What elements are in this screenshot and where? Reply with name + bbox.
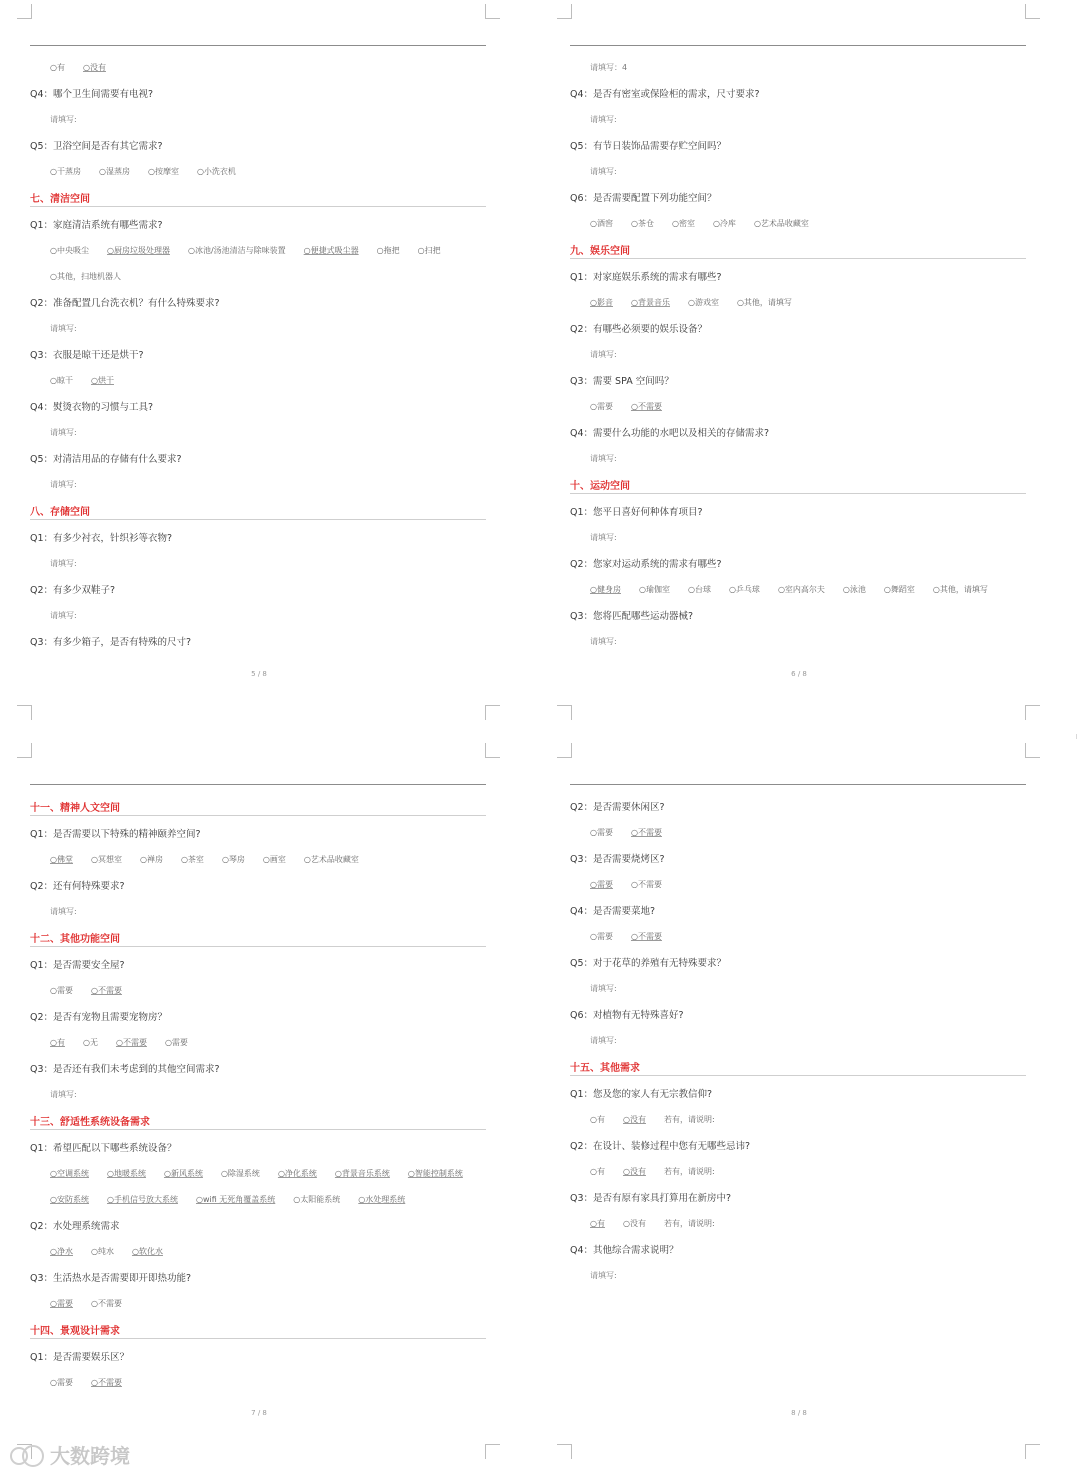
radio-option[interactable]: ○不需要 — [115, 1037, 147, 1047]
question-text: Q1：您及您的家人有无宗教信仰? — [570, 1089, 713, 1100]
page-content — [570, 793, 1026, 1288]
radio-option[interactable]: ○需要 — [50, 985, 73, 995]
radio-option[interactable]: ○不需要 — [630, 879, 662, 889]
watermark-logo-icon — [10, 1445, 44, 1465]
radio-option[interactable]: ○健身房 — [590, 584, 621, 594]
question-text: Q1：您平日喜好何种体育项目? — [570, 507, 703, 518]
watermark-text: 大数跨境 — [50, 1444, 130, 1468]
crop-mark — [17, 705, 32, 720]
radio-option[interactable]: ○需要 — [50, 1298, 73, 1308]
radio-option[interactable]: ○没有 — [82, 62, 106, 72]
question-text: Q6：对植物有无特殊喜好? — [570, 1010, 684, 1021]
option-group — [570, 871, 1026, 897]
option-group — [30, 846, 486, 872]
radio-option[interactable]: ○琴房 — [221, 854, 245, 864]
crop-mark — [485, 4, 500, 19]
question-text: Q3：有多少箱子，是否有特殊的尺寸? — [30, 637, 192, 648]
page-number: 6 / 8 — [791, 670, 807, 678]
option-group — [30, 367, 486, 393]
header-rule — [30, 45, 486, 46]
question-text: Q5：对于花草的养殖有无特殊要求？ — [570, 958, 727, 969]
fill-in-field[interactable]: 请填写: — [50, 323, 77, 333]
radio-option[interactable]: ○茶仓 — [630, 218, 654, 228]
radio-option[interactable]: ○需要 — [590, 879, 613, 889]
radio-option[interactable]: ○没有 — [622, 1166, 646, 1176]
question-text: Q4：需要什么功能的水吧以及相关的存储需求? — [570, 428, 770, 439]
document-page-5 — [0, 0, 538, 734]
page-number: 8 / 8 — [791, 1409, 807, 1417]
question-text: Q2：有哪些必须要的娱乐设备？ — [570, 324, 708, 335]
radio-option[interactable]: ○wifi 无死角覆盖系统 — [195, 1194, 276, 1204]
crop-mark — [557, 705, 572, 720]
radio-option[interactable]: 若有，请说明: — [663, 1166, 715, 1176]
radio-option[interactable]: ○小洗衣机 — [196, 166, 236, 176]
radio-option[interactable]: ○不需要 — [630, 827, 662, 837]
option-group — [30, 237, 486, 263]
radio-option[interactable]: 若有，请说明: — [663, 1114, 715, 1124]
question-text: Q2：准备配置几台洗衣机？有什么特殊要求? — [30, 298, 220, 309]
question-text: Q3：衣服是晾干还是烘干? — [30, 350, 144, 361]
radio-option[interactable]: ○需要 — [50, 1377, 73, 1387]
fill-in-field[interactable]: 请填写: — [590, 1270, 617, 1280]
question-text: Q4：哪个卫生间需要有电视? — [30, 89, 154, 100]
crop-mark — [485, 1444, 500, 1459]
question-text: Q4：其他综合需求说明？ — [570, 1245, 679, 1256]
radio-option[interactable]: ○新风系统 — [163, 1168, 203, 1178]
radio-option[interactable]: ○晾干 — [50, 375, 73, 385]
option-group — [30, 977, 486, 1003]
question-text: Q3：需要 SPA 空间吗？ — [570, 376, 674, 387]
radio-option[interactable]: ○背景音乐系统 — [334, 1168, 390, 1178]
page-number: 5 / 8 — [251, 670, 267, 678]
fill-in-field[interactable]: 请填写: — [50, 427, 77, 437]
radio-option[interactable]: ○需要 — [590, 401, 613, 411]
option-group — [570, 576, 1026, 602]
fill-in-field[interactable]: 请填写: — [50, 610, 77, 620]
radio-option[interactable]: ○厨房垃圾处理器 — [106, 245, 170, 255]
radio-option[interactable]: ○地暖系统 — [106, 1168, 146, 1178]
option-group — [30, 1029, 486, 1055]
option-group — [30, 158, 486, 184]
radio-option[interactable]: ○除湿系统 — [220, 1168, 260, 1178]
radio-option[interactable]: 若有，请说明: — [663, 1218, 715, 1228]
crop-mark — [557, 4, 572, 19]
radio-option[interactable]: ○需要 — [590, 827, 613, 837]
header-rule — [570, 45, 1026, 46]
option-group — [30, 54, 486, 80]
radio-option[interactable]: ○密室 — [671, 218, 695, 228]
radio-option[interactable]: ○拖把 — [376, 245, 400, 255]
radio-option[interactable]: ○没有 — [622, 1218, 646, 1228]
radio-option[interactable]: ○冷库 — [712, 218, 736, 228]
page-number: 7 / 8 — [251, 1409, 267, 1417]
question-text: Q4：是否需要菜地? — [570, 906, 656, 917]
header-rule — [30, 784, 486, 785]
fill-in-field[interactable]: 请填写: — [590, 349, 617, 359]
question-text: Q3：是否还有我们未考虑到的其他空间需求? — [30, 1064, 220, 1075]
radio-option[interactable]: ○水处理系统 — [358, 1194, 406, 1204]
radio-option[interactable]: ○背景音乐 — [630, 297, 670, 307]
option-group — [30, 263, 486, 289]
fill-in-field[interactable]: 请填写：4 — [590, 62, 628, 72]
question-text: Q4：熨烫衣物的习惯与工具? — [30, 402, 154, 413]
radio-option[interactable]: ○泳池 — [842, 584, 866, 594]
radio-option[interactable]: ○按摩室 — [147, 166, 179, 176]
option-group — [30, 1238, 486, 1264]
question-text: Q2：在设计、装修过程中您有无哪些忌讳? — [570, 1141, 751, 1152]
crop-mark — [485, 705, 500, 720]
radio-option[interactable]: ○其他，请填写 — [932, 584, 988, 594]
document-page-6 — [540, 0, 1078, 734]
radio-option[interactable]: ○有 — [590, 1166, 605, 1176]
question-text: Q2：您家对运动系统的需求有哪些? — [570, 559, 722, 570]
radio-option[interactable]: ○有 — [590, 1114, 605, 1124]
question-text: Q1：有多少衬衣，针织衫等衣物? — [30, 533, 173, 544]
question-text: Q6：是否需要配置下列功能空间？ — [570, 193, 717, 204]
question-text: Q4：是否有密室或保险柜的需求，尺寸要求? — [570, 89, 760, 100]
radio-option[interactable]: ○净化系统 — [277, 1168, 317, 1178]
crop-mark — [485, 743, 500, 758]
radio-option[interactable]: ○乒乓球 — [728, 584, 760, 594]
radio-option[interactable]: ○酒窖 — [590, 218, 613, 228]
question-text: Q2：是否需要休闲区? — [570, 802, 665, 813]
radio-option[interactable]: ○冥想室 — [90, 854, 122, 864]
question-text: Q1：是否需要娱乐区？ — [30, 1352, 130, 1363]
fill-in-field[interactable]: 请填写: — [50, 1089, 77, 1099]
option-group — [570, 1158, 1026, 1184]
radio-option[interactable]: ○手机信号放大系统 — [106, 1194, 178, 1204]
question-text: Q1：是否需要安全屋? — [30, 960, 125, 971]
radio-option[interactable]: ○无 — [82, 1037, 98, 1047]
radio-option[interactable]: ○扫把 — [417, 245, 441, 255]
question-text: Q2：有多少双鞋子? — [30, 585, 116, 596]
radio-option[interactable]: ○不需要 — [90, 1377, 122, 1387]
radio-option[interactable]: ○湿蒸房 — [98, 166, 130, 176]
crop-mark — [1025, 705, 1040, 720]
option-group — [570, 289, 1026, 315]
fill-in-field[interactable]: 请填写: — [590, 1035, 617, 1045]
radio-option[interactable]: ○画室 — [262, 854, 286, 864]
section-heading: 十二、其他功能空间 — [30, 928, 486, 947]
question-text: Q5：有节日装饰品需要存贮空间吗？ — [570, 141, 727, 152]
question-text: Q1：希望匹配以下哪些系统设备？ — [30, 1143, 177, 1154]
fill-in-field[interactable]: 请填写: — [590, 636, 617, 646]
question-text: Q1：对家庭娱乐系统的需求有哪些? — [570, 272, 722, 283]
radio-option[interactable]: ○安防系统 — [50, 1194, 89, 1204]
radio-option[interactable]: ○干蒸房 — [50, 166, 81, 176]
crop-mark — [557, 743, 572, 758]
radio-option[interactable]: ○纯水 — [90, 1246, 114, 1256]
option-group — [30, 1369, 486, 1395]
radio-option[interactable]: ○游戏室 — [687, 297, 719, 307]
question-text: Q2：还有何特殊要求? — [30, 881, 125, 892]
question-text: Q1：家庭清洁系统有哪些需求? — [30, 220, 163, 231]
fill-in-field[interactable]: 请填写: — [50, 479, 77, 489]
radio-option[interactable]: ○不需要 — [630, 401, 662, 411]
section-heading: 八、存储空间 — [30, 501, 486, 520]
section-heading: 十四、景观设计需求 — [30, 1320, 486, 1339]
crop-mark — [17, 4, 32, 19]
radio-option[interactable]: ○有 — [50, 62, 65, 72]
radio-option[interactable]: ○舞蹈室 — [883, 584, 915, 594]
option-group — [30, 1160, 486, 1186]
radio-option[interactable]: ○瑜伽室 — [638, 584, 670, 594]
fill-in-field[interactable]: 请填写: — [590, 114, 617, 124]
crop-mark — [557, 1444, 572, 1459]
radio-option[interactable]: ○需要 — [590, 931, 613, 941]
document-page-8 — [540, 739, 1078, 1473]
option-group — [570, 819, 1026, 845]
radio-option[interactable]: ○其他，请填写 — [736, 297, 792, 307]
crop-mark — [17, 743, 32, 758]
crop-mark — [1025, 1444, 1040, 1459]
question-text: Q3：生活热水是否需要即开即热功能? — [30, 1273, 192, 1284]
question-text: Q1：是否需要以下特殊的精神颐养空间? — [30, 829, 201, 840]
radio-option[interactable]: ○艺术品收藏室 — [303, 854, 359, 864]
radio-option[interactable]: ○有 — [590, 1218, 605, 1228]
radio-option[interactable]: ○艺术品收藏室 — [753, 218, 809, 228]
radio-option[interactable]: ○空调系统 — [50, 1168, 89, 1178]
question-text: Q5：对清洁用品的存储有什么要求? — [30, 454, 182, 465]
radio-option[interactable]: ○净水 — [50, 1246, 73, 1256]
radio-option[interactable]: ○中央吸尘 — [50, 245, 89, 255]
page-content — [30, 793, 486, 1395]
question-text: Q3：是否有原有家具打算用在新房中? — [570, 1193, 732, 1204]
crop-mark — [1025, 743, 1040, 758]
watermark — [10, 1440, 130, 1469]
radio-option[interactable]: ○烘干 — [90, 375, 114, 385]
radio-option[interactable]: ○软化水 — [131, 1246, 163, 1256]
question-text: Q5：卫浴空间是否有其它需求? — [30, 141, 163, 152]
option-group — [570, 923, 1026, 949]
radio-option[interactable]: ○便捷式吸尘器 — [303, 245, 359, 255]
radio-option[interactable]: ○智能控制系统 — [407, 1168, 463, 1178]
radio-option[interactable]: ○不需要 — [630, 931, 662, 941]
radio-option[interactable]: ○禅房 — [139, 854, 163, 864]
fill-in-field[interactable]: 请填写: — [590, 453, 617, 463]
section-heading: 九、娱乐空间 — [570, 240, 1026, 259]
option-group — [570, 393, 1026, 419]
document-page-7 — [0, 739, 538, 1473]
radio-option[interactable]: ○台球 — [687, 584, 711, 594]
radio-option[interactable]: ○影音 — [590, 297, 613, 307]
question-text: Q2：水处理系统需求 — [30, 1221, 120, 1232]
section-heading: 十、运动空间 — [570, 475, 1026, 494]
radio-option[interactable]: ○冰池/汤池清洁与除味装置 — [187, 245, 286, 255]
radio-option[interactable]: ○其他，扫地机器人 — [50, 271, 121, 281]
option-group — [570, 1106, 1026, 1132]
fill-in-field[interactable]: 请填写: — [590, 532, 617, 542]
radio-option[interactable]: ○需要 — [164, 1037, 188, 1047]
section-heading: 十一、精神人文空间 — [30, 797, 486, 816]
radio-option[interactable]: ○没有 — [622, 1114, 646, 1124]
radio-option[interactable]: ○有 — [50, 1037, 65, 1047]
radio-option[interactable]: ○不需要 — [90, 1298, 122, 1308]
option-group — [570, 1210, 1026, 1236]
fill-in-field[interactable]: 请填写: — [50, 114, 77, 124]
radio-option[interactable]: ○茶室 — [180, 854, 204, 864]
question-text: Q2：是否有宠物且需要宠物房？ — [30, 1012, 168, 1023]
page-content — [30, 54, 486, 654]
fill-in-field[interactable]: 请填写: — [590, 983, 617, 993]
radio-option[interactable]: ○室内高尔夫 — [777, 584, 825, 594]
section-heading: 七、清洁空间 — [30, 188, 486, 207]
section-heading: 十五、其他需求 — [570, 1057, 1026, 1076]
question-text: Q3：您将匹配哪些运动器械? — [570, 611, 694, 622]
option-group — [570, 210, 1026, 236]
section-heading: 十三、舒适性系统设备需求 — [30, 1111, 486, 1130]
option-group — [30, 1186, 486, 1212]
fill-in-field[interactable]: 请填写: — [50, 558, 77, 568]
fill-in-field[interactable]: 请填写: — [50, 906, 77, 916]
page-content — [570, 54, 1026, 654]
option-group — [30, 1290, 486, 1316]
fill-in-field[interactable]: 请填写: — [590, 166, 617, 176]
header-rule — [570, 784, 1026, 785]
question-text: Q3：是否需要烧烤区? — [570, 854, 665, 865]
radio-option[interactable]: ○佛堂 — [50, 854, 73, 864]
radio-option[interactable]: ○不需要 — [90, 985, 122, 995]
crop-mark — [1025, 4, 1040, 19]
radio-option[interactable]: ○太阳能系统 — [293, 1194, 341, 1204]
